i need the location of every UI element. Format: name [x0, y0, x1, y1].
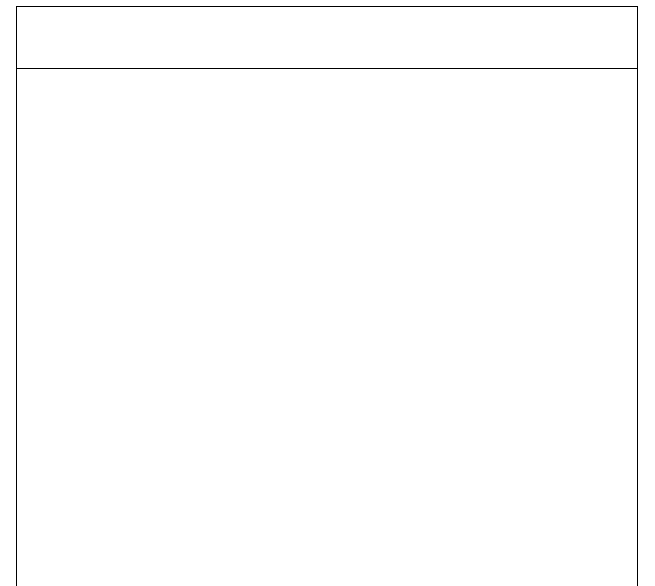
header-number [17, 7, 181, 69]
header-row [17, 7, 637, 69]
numbers-table [16, 6, 638, 586]
header-pron [369, 7, 639, 69]
header-kanji [181, 7, 369, 69]
